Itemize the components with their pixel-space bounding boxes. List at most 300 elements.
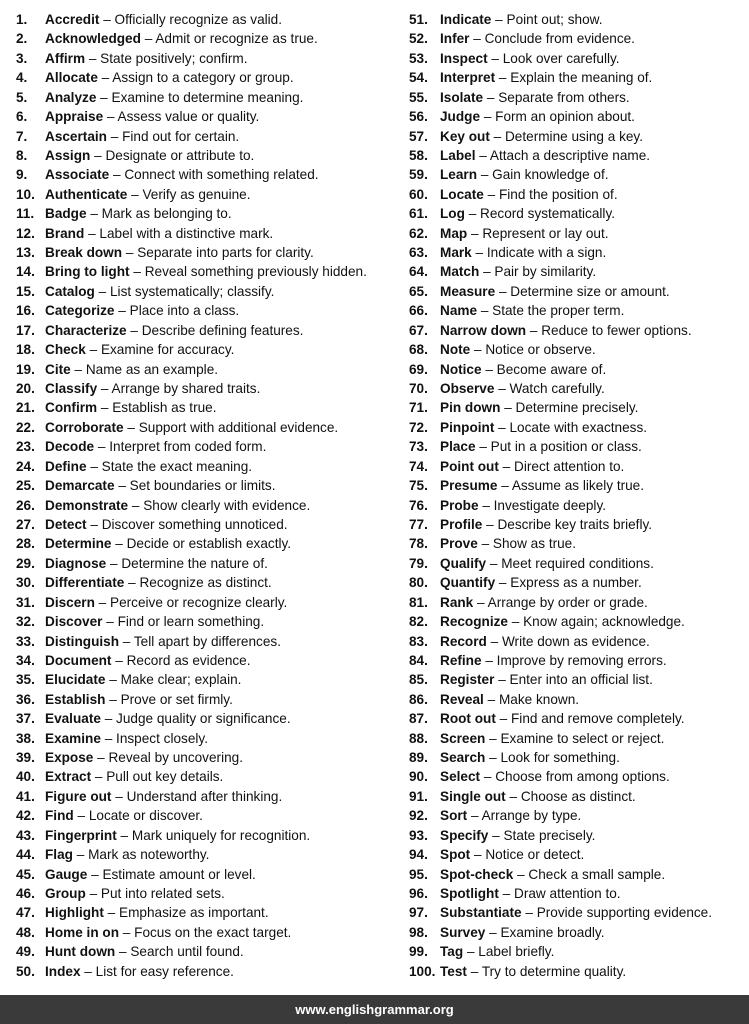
item-definition: Label briefly.: [478, 944, 555, 960]
item-term: Diagnose: [45, 555, 107, 571]
list-item: [409, 865, 745, 884]
item-number: 18.: [16, 342, 35, 358]
item-term: Mark: [440, 245, 472, 261]
item-term: Discover: [45, 614, 103, 630]
item-term: Accredit: [45, 12, 100, 27]
item-term: Establish: [45, 691, 106, 707]
item-term: Analyze: [45, 89, 97, 105]
item-term: Find: [45, 808, 74, 824]
list-item: [16, 224, 396, 243]
item-number: 89.: [409, 750, 428, 766]
list-item: [409, 68, 745, 87]
item-dash: –: [489, 730, 497, 746]
item-dash: –: [468, 206, 477, 222]
item-dash: –: [88, 225, 96, 241]
item-number: 79.: [409, 555, 428, 571]
item-number: 16.: [16, 303, 35, 319]
item-number: 51.: [409, 12, 428, 27]
item-number: 35.: [16, 672, 35, 688]
item-dash: –: [97, 439, 106, 455]
item-dash: –: [474, 342, 482, 358]
item-definition: Examine to select or reject.: [500, 730, 665, 746]
item-definition: Enter into an official list.: [509, 672, 653, 688]
item-number: 75.: [409, 478, 428, 494]
item-number: 78.: [409, 536, 428, 552]
item-dash: –: [128, 575, 136, 591]
item-number: 85.: [409, 672, 428, 688]
item-number: 98.: [409, 924, 428, 940]
item-number: 60.: [409, 186, 428, 202]
list-item: [16, 845, 396, 864]
item-term: Differentiate: [45, 575, 125, 591]
item-term: Search: [440, 750, 486, 766]
item-dash: –: [89, 885, 98, 901]
item-term: Notice: [440, 361, 482, 377]
list-item: [409, 709, 745, 728]
item-dash: –: [97, 750, 105, 766]
item-term: Distinguish: [45, 633, 120, 649]
item-definition: Perceive or recognize clearly.: [110, 594, 288, 610]
item-dash: –: [486, 516, 494, 532]
item-term: Home in on: [45, 924, 120, 940]
footer-website-link[interactable]: www.englishgrammar.org: [295, 1002, 454, 1017]
item-term: Examine: [45, 730, 101, 746]
list-item: [16, 282, 396, 301]
item-definition: Choose as distinct.: [520, 788, 636, 804]
item-dash: –: [529, 322, 538, 338]
item-definition: Judge quality or significance.: [116, 711, 291, 727]
list-item: [409, 496, 745, 515]
list-item: [16, 670, 396, 689]
item-term: Inspect: [440, 50, 488, 66]
item-dash: –: [498, 381, 506, 397]
item-number: 73.: [409, 439, 428, 455]
item-definition: Admit or recognize as true.: [155, 31, 318, 47]
item-term: Discern: [45, 594, 95, 610]
list-item: [16, 49, 396, 68]
item-term: Judge: [440, 109, 481, 125]
item-number: 2.: [16, 31, 28, 47]
item-dash: –: [122, 924, 131, 940]
item-number: 56.: [409, 109, 428, 125]
list-item: [16, 515, 396, 534]
item-dash: –: [100, 89, 108, 105]
item-number: 76.: [409, 497, 428, 513]
item-term: Name: [440, 303, 478, 319]
item-definition: Gain knowledge of.: [492, 167, 609, 183]
item-definition: Become aware of.: [496, 361, 607, 377]
item-number: 39.: [16, 750, 35, 766]
item-number: 12.: [16, 225, 35, 241]
list-item: [16, 360, 396, 379]
list-item: [16, 398, 396, 417]
item-number: 55.: [409, 89, 428, 105]
item-dash: –: [104, 730, 113, 746]
item-term: Elucidate: [45, 672, 106, 688]
item-term: Probe: [440, 497, 479, 513]
item-definition: Determine the nature of.: [121, 555, 268, 571]
item-term: Refine: [440, 652, 482, 668]
item-term: Gauge: [45, 866, 88, 882]
item-definition: Record systematically.: [480, 206, 616, 222]
item-term: Spot-check: [440, 866, 514, 882]
item-definition: Find and remove completely.: [511, 711, 685, 727]
item-dash: –: [113, 167, 121, 183]
item-term: Indicate: [440, 12, 492, 27]
item-number: 19.: [16, 361, 35, 377]
item-term: Tag: [440, 944, 464, 960]
item-number: 70.: [409, 381, 428, 397]
item-term: Match: [440, 264, 480, 280]
item-term: Select: [440, 769, 481, 785]
item-definition: Indicate with a sign.: [486, 245, 607, 261]
item-dash: –: [470, 963, 479, 979]
list-item: [409, 534, 745, 553]
item-definition: Put into related sets.: [100, 885, 225, 901]
list-item: [16, 806, 396, 825]
list-item: [16, 748, 396, 767]
item-term: Expose: [45, 750, 94, 766]
list-item: [16, 204, 396, 223]
item-definition: Improve by removing errors.: [496, 652, 667, 668]
item-number: 100.: [409, 963, 436, 979]
item-number: 80.: [409, 575, 428, 591]
list-item: [409, 224, 745, 243]
item-definition: Express as a number.: [510, 575, 642, 591]
item-definition: Pair by similarity.: [494, 264, 597, 280]
item-dash: –: [144, 31, 153, 47]
list-item: [16, 632, 396, 651]
item-number: 93.: [409, 827, 428, 843]
list-item: [409, 185, 745, 204]
item-term: Figure out: [45, 788, 112, 804]
item-number: 37.: [16, 711, 35, 727]
item-term: Specify: [440, 827, 489, 843]
item-term: Affirm: [45, 50, 86, 66]
item-number: 63.: [409, 245, 428, 261]
item-definition: Assume as likely true.: [511, 478, 645, 494]
item-number: 17.: [16, 322, 35, 338]
item-term: Acknowledged: [45, 31, 141, 47]
item-term: Demonstrate: [45, 497, 129, 513]
item-dash: –: [109, 691, 117, 707]
list-item: [409, 806, 745, 825]
list-item: [16, 418, 396, 437]
item-dash: –: [84, 963, 92, 979]
list-item: [16, 903, 396, 922]
item-number: 96.: [409, 885, 428, 901]
item-term: Break down: [45, 245, 123, 261]
item-number: 20.: [16, 381, 35, 397]
item-dash: –: [106, 109, 115, 125]
item-definition: Examine for accuracy.: [100, 342, 235, 358]
item-dash: –: [473, 847, 482, 863]
item-term: Detect: [45, 516, 87, 532]
item-definition: Arrange by shared traits.: [111, 381, 261, 397]
item-definition: List for easy reference.: [95, 963, 234, 979]
list-item: [409, 845, 745, 864]
item-dash: –: [100, 400, 109, 416]
item-dash: –: [486, 89, 495, 105]
item-dash: –: [77, 808, 86, 824]
item-dash: –: [473, 31, 481, 47]
item-dash: –: [107, 905, 116, 921]
item-number: 26.: [16, 497, 35, 513]
item-term: Map: [440, 225, 468, 241]
item-dash: –: [480, 167, 489, 183]
item-definition: Look for something.: [500, 750, 620, 766]
item-definition: Support with additional evidence.: [138, 419, 339, 435]
item-term: Locate: [440, 186, 484, 202]
list-item: [409, 10, 745, 29]
list-item: [16, 787, 396, 806]
item-number: 87.: [409, 711, 428, 727]
list-item: [16, 29, 396, 48]
item-definition: Explain the meaning of.: [510, 70, 653, 86]
item-definition: Investigate deeply.: [493, 497, 607, 513]
item-definition: Arrange by order or grade.: [487, 594, 648, 610]
item-definition: Mark as belonging to.: [101, 206, 232, 222]
list-item: [409, 690, 745, 709]
item-term: Flag: [45, 847, 73, 863]
item-definition: Understand after thinking.: [126, 788, 283, 804]
list-item: [16, 884, 396, 903]
list-item: [409, 670, 745, 689]
item-dash: –: [470, 808, 479, 824]
item-definition: Draw attention to.: [514, 885, 621, 901]
item-dash: –: [489, 750, 497, 766]
item-definition: Search until found.: [130, 944, 244, 960]
item-number: 71.: [409, 400, 428, 416]
item-number: 50.: [16, 963, 35, 979]
item-number: 15.: [16, 283, 35, 299]
item-number: 9.: [16, 167, 28, 183]
item-term: Recognize: [440, 614, 508, 630]
item-dash: –: [115, 788, 123, 804]
item-definition: Notice or detect.: [485, 847, 585, 863]
list-item: [16, 476, 396, 495]
item-dash: –: [501, 478, 509, 494]
item-term: Hunt down: [45, 944, 116, 960]
item-number: 7.: [16, 128, 28, 144]
item-dash: –: [90, 458, 98, 474]
item-definition: Write down as evidence.: [501, 633, 650, 649]
item-definition: Find or learn something.: [117, 614, 265, 630]
item-dash: –: [466, 944, 475, 960]
item-dash: –: [509, 788, 518, 804]
item-term: Decode: [45, 439, 95, 455]
item-definition: Decide or establish exactly.: [126, 536, 292, 552]
list-item: [409, 437, 745, 456]
item-dash: –: [477, 594, 485, 610]
item-number: 97.: [409, 905, 428, 921]
item-dash: –: [118, 478, 126, 494]
item-dash: –: [479, 147, 487, 163]
item-dash: –: [489, 555, 498, 571]
list-item: [409, 729, 745, 748]
list-item: [409, 923, 745, 942]
item-definition: Try to determine quality.: [481, 963, 627, 979]
item-term: Substantiate: [440, 905, 522, 921]
item-dash: –: [495, 12, 503, 27]
item-term: Sort: [440, 808, 468, 824]
item-number: 64.: [409, 264, 428, 280]
item-definition: Establish as true.: [112, 400, 217, 416]
item-number: 34.: [16, 652, 35, 668]
item-dash: –: [485, 652, 493, 668]
list-item: [409, 515, 745, 534]
item-dash: –: [493, 128, 502, 144]
item-definition: Determine precisely.: [515, 400, 639, 416]
list-item: [16, 107, 396, 126]
item-number: 8.: [16, 147, 28, 163]
item-dash: –: [104, 711, 113, 727]
list-item: [409, 107, 745, 126]
item-definition: Verify as genuine.: [142, 186, 251, 202]
item-definition: Know again; acknowledge.: [523, 614, 685, 630]
item-dash: –: [475, 245, 484, 261]
item-dash: –: [115, 652, 123, 668]
item-dash: –: [127, 419, 135, 435]
item-dash: –: [492, 827, 500, 843]
item-dash: –: [118, 303, 126, 319]
item-definition: Connect with something related.: [124, 167, 319, 183]
item-term: Assign: [45, 147, 91, 163]
item-number: 29.: [16, 555, 35, 571]
list-item: [409, 204, 745, 223]
item-dash: –: [88, 50, 97, 66]
item-dash: –: [130, 322, 138, 338]
item-term: Document: [45, 652, 112, 668]
item-number: 68.: [409, 342, 428, 358]
item-number: 32.: [16, 614, 35, 630]
item-definition: Locate with exactness.: [509, 419, 648, 435]
list-item: [409, 457, 745, 476]
list-item: [16, 185, 396, 204]
list-item: [16, 457, 396, 476]
item-number: 21.: [16, 400, 35, 416]
item-number: 4.: [16, 70, 28, 86]
item-term: Spotlight: [440, 885, 499, 901]
item-dash: –: [74, 361, 83, 377]
item-dash: –: [109, 672, 117, 688]
item-dash: –: [131, 497, 140, 513]
item-number: 67.: [409, 322, 428, 338]
item-definition: Place into a class.: [129, 303, 240, 319]
item-definition: Look over carefully.: [502, 50, 620, 66]
item-dash: –: [109, 555, 118, 571]
item-dash: –: [504, 400, 512, 416]
item-dash: –: [131, 186, 139, 202]
item-term: Spot: [440, 847, 471, 863]
item-term: Point out: [440, 458, 499, 474]
item-definition: Provide supporting evidence.: [536, 905, 713, 921]
item-dash: –: [483, 109, 492, 125]
item-dash: –: [90, 206, 98, 222]
item-dash: –: [487, 691, 496, 707]
item-definition: Make known.: [498, 691, 580, 707]
item-number: 43.: [16, 827, 35, 843]
item-dash: –: [502, 458, 511, 474]
item-number: 83.: [409, 633, 428, 649]
item-term: Group: [45, 885, 86, 901]
item-definition: State the proper term.: [492, 303, 625, 319]
list-item: [409, 418, 745, 437]
list-item: [16, 767, 396, 786]
item-dash: –: [119, 944, 127, 960]
list-item: [409, 360, 745, 379]
item-number: 22.: [16, 419, 35, 435]
item-dash: –: [106, 614, 114, 630]
item-number: 77.: [409, 516, 428, 532]
list-item: [16, 88, 396, 107]
item-term: Survey: [440, 924, 486, 940]
item-term: Place: [440, 439, 476, 455]
list-item: [409, 379, 745, 398]
item-definition: Examine broadly.: [500, 924, 605, 940]
item-dash: –: [481, 536, 490, 552]
list-item: [16, 573, 396, 592]
list-item: [409, 632, 745, 651]
list-item: [16, 709, 396, 728]
list-item: [409, 243, 745, 262]
item-term: Bring to light: [45, 264, 130, 280]
item-number: 91.: [409, 788, 428, 804]
list-item: [409, 340, 745, 359]
item-definition: Put in a position or class.: [490, 439, 642, 455]
list-item: [409, 146, 745, 165]
item-dash: –: [498, 672, 506, 688]
item-dash: –: [94, 769, 103, 785]
list-item: [16, 68, 396, 87]
item-dash: –: [485, 361, 493, 377]
item-definition: Set boundaries or limits.: [129, 478, 276, 494]
item-dash: –: [487, 186, 496, 202]
item-number: 45.: [16, 866, 35, 882]
item-number: 81.: [409, 594, 428, 610]
item-definition: Show clearly with evidence.: [143, 497, 311, 513]
item-dash: –: [110, 128, 119, 144]
item-term: Log: [440, 206, 465, 222]
item-number: 90.: [409, 769, 428, 785]
item-definition: Discover something unnoticed.: [101, 516, 288, 532]
item-dash: –: [498, 575, 507, 591]
item-term: Register: [440, 672, 495, 688]
item-dash: –: [511, 614, 520, 630]
item-dash: –: [525, 905, 533, 921]
item-term: Define: [45, 458, 87, 474]
item-term: Interpret: [440, 70, 496, 86]
item-dash: –: [100, 381, 109, 397]
list-item: [409, 321, 745, 340]
item-term: Catalog: [45, 283, 95, 299]
item-dash: –: [483, 264, 491, 280]
item-term: Evaluate: [45, 711, 101, 727]
item-term: Fingerprint: [45, 827, 117, 843]
item-dash: –: [90, 516, 98, 532]
item-definition: Describe defining features.: [141, 322, 304, 338]
item-dash: –: [91, 866, 99, 882]
item-number: 5.: [16, 89, 28, 105]
list-item: [16, 146, 396, 165]
item-definition: Represent or lay out.: [482, 225, 609, 241]
item-number: 33.: [16, 633, 35, 649]
item-definition: Find the position of.: [498, 186, 618, 202]
item-term: Note: [440, 342, 471, 358]
item-number: 74.: [409, 458, 428, 474]
item-dash: –: [479, 439, 487, 455]
item-definition: Mark uniquely for recognition.: [131, 827, 311, 843]
